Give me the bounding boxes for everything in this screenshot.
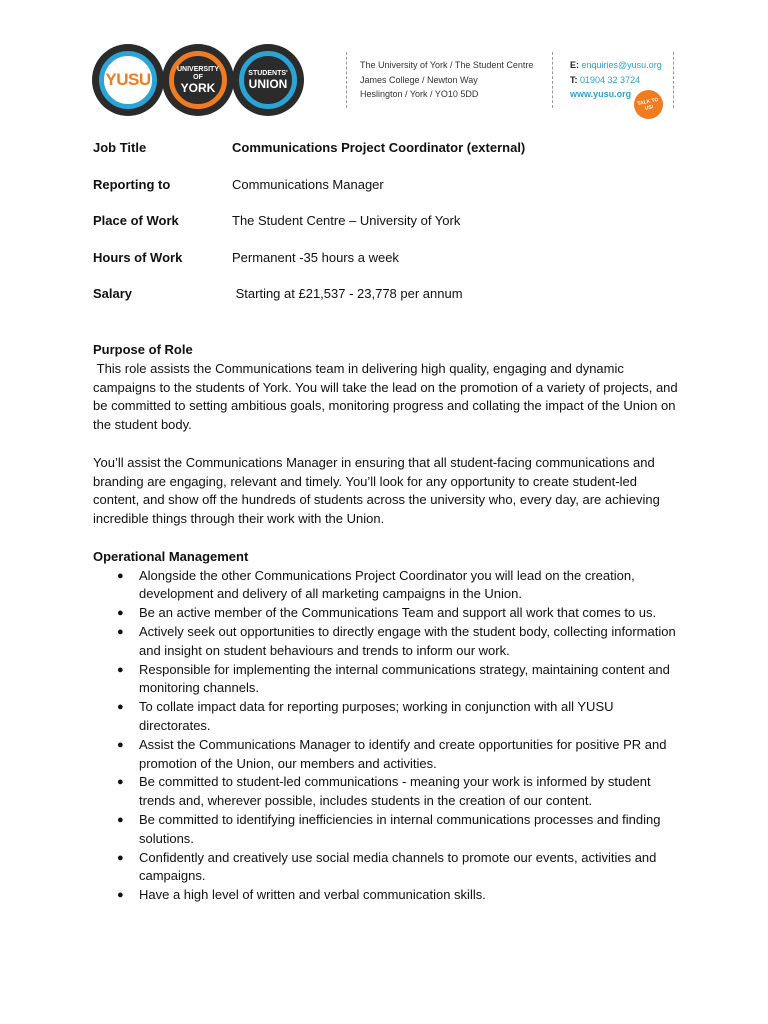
detail-value: Communications Project Coordinator (external)	[232, 140, 526, 155]
list-item	[93, 773, 678, 811]
email-label: E:	[570, 60, 579, 70]
paragraph-spacer	[93, 435, 678, 454]
phone-number: 01904 32 3724	[580, 74, 641, 85]
bullet-icon: ●	[117, 889, 124, 902]
bullet-icon: ●	[117, 625, 124, 638]
list-item	[93, 698, 678, 736]
phone-label: T:	[570, 74, 578, 85]
detail-value: Starting at £21,537 - 23,778 per annum	[232, 286, 463, 302]
uoy-logo-line-2: OF	[193, 74, 203, 81]
job-details	[93, 140, 693, 323]
letterhead	[0, 0, 768, 130]
address-line: James College / Newton Way	[360, 74, 478, 85]
detail-row-place-of-work	[93, 213, 693, 250]
address-block	[360, 58, 533, 102]
talk-to-us-badge: TALK TO US!	[631, 87, 665, 121]
detail-label: Hours of Work	[93, 249, 183, 265]
header-divider	[673, 52, 674, 108]
students-union-logo	[232, 44, 304, 116]
list-item-text: Assist the Communications Manager to identify and create opportunities for positive PR and promotion of the Union, our members and activities.	[139, 736, 667, 771]
university-of-york-logo	[162, 44, 234, 116]
su-logo-line-1: STUDENTS'	[248, 70, 288, 77]
list-item-text: Be an active member of the Communications Team and support all work that comes to us.	[139, 605, 657, 621]
yusu-logo	[92, 44, 164, 116]
list-item-text: Have a high level of written and verbal communication skills.	[139, 887, 486, 903]
list-item	[93, 661, 678, 699]
students-union-logo-ring	[239, 51, 297, 109]
purpose-paragraph: You’ll assist the Communications Manager in ensuring that all student-facing communications and branding are engaging, relevant and timely. You’ll look for any opportunity to create student-led content, and show off the hundreds of students across the university who, every day, are achieving incredible things through their work with the Union.	[93, 454, 660, 527]
bullet-icon: ●	[117, 813, 124, 826]
bullet-icon: ●	[117, 607, 124, 620]
detail-row-salary	[93, 286, 693, 323]
detail-row-job-title	[93, 140, 693, 177]
purpose-heading: Purpose of Role	[93, 342, 193, 357]
list-item-text: Be committed to identifying inefficiencies in internal communications processes and finding solutions.	[139, 811, 661, 846]
bullet-icon: ●	[117, 851, 124, 864]
detail-row-hours-of-work	[93, 250, 693, 287]
list-item	[93, 849, 678, 887]
header-divider	[346, 52, 347, 108]
list-item	[93, 811, 678, 849]
address-line: The University of York / The Student Centre	[360, 60, 534, 70]
bullet-icon: ●	[117, 569, 124, 582]
list-item-text: To collate impact data for reporting purposes; working in conjunction with all YUSU directorates.	[139, 699, 614, 733]
phone-line	[570, 73, 662, 88]
list-item	[93, 623, 678, 661]
detail-row-reporting-to	[93, 177, 693, 214]
bullet-icon: ●	[117, 738, 124, 751]
yusu-logo-text: YUSU	[105, 70, 151, 89]
email-link[interactable]: enquiries@yusu.org	[581, 60, 662, 70]
header-divider	[552, 52, 553, 108]
list-item	[93, 604, 678, 623]
uoy-logo-line-3: YORK	[180, 81, 216, 95]
list-item	[93, 567, 678, 605]
detail-value: The Student Centre – University of York	[232, 213, 461, 229]
university-of-york-logo-ring	[169, 51, 227, 109]
purpose-paragraph: This role assists the Communications team in delivering high quality, engaging and dynamic campaigns to the students of York. You will take the lead on the promotion of a variety of projects, and be committed to setting ambitious goals, monitoring progress and collating the impact of the Union on the student body.	[93, 360, 682, 433]
list-item-text: Confidently and creatively use social media channels to promote our events, activities and campaigns.	[139, 849, 657, 884]
detail-label: Job Title	[93, 140, 147, 155]
list-item-text: Alongside the other Communications Project Coordinator you will lead on the creation, development and delivery of all marketing campaigns in the Union.	[139, 567, 635, 602]
detail-value: Communications Manager	[232, 176, 384, 192]
list-item	[93, 886, 678, 905]
operational-heading: Operational Management	[93, 548, 249, 564]
email-line	[570, 58, 662, 73]
list-item	[93, 736, 678, 774]
su-logo-line-2: UNION	[248, 77, 288, 91]
detail-label: Salary	[93, 286, 133, 302]
address-line: Heslington / York / YO10 5DD	[360, 89, 479, 99]
detail-label: Reporting to	[93, 176, 171, 192]
uoy-logo-line-1: UNIVERSITY	[176, 66, 219, 73]
detail-label: Place of Work	[93, 213, 179, 229]
bullet-icon: ●	[117, 701, 124, 714]
list-item-text: Responsible for implementing the internal communications strategy, maintaining content and monitoring channels.	[139, 661, 670, 696]
paragraph-spacer	[93, 529, 678, 548]
document-body	[93, 341, 682, 905]
yusu-logo-ring	[99, 51, 157, 109]
bullet-icon: ●	[117, 776, 124, 789]
list-item-text: Be committed to student-led communications - meaning your work is informed by student trends and, wherever possible, includes students in the creation of our content.	[139, 774, 651, 809]
operational-list	[93, 567, 678, 905]
website-link[interactable]: www.yusu.org	[570, 89, 632, 99]
detail-value: Permanent -35 hours a week	[232, 249, 399, 265]
list-item-text: Actively seek out opportunities to directly engage with the student body, collecting information and insight on student behaviours and trends to inform our work.	[139, 623, 676, 658]
bullet-icon: ●	[117, 663, 124, 676]
